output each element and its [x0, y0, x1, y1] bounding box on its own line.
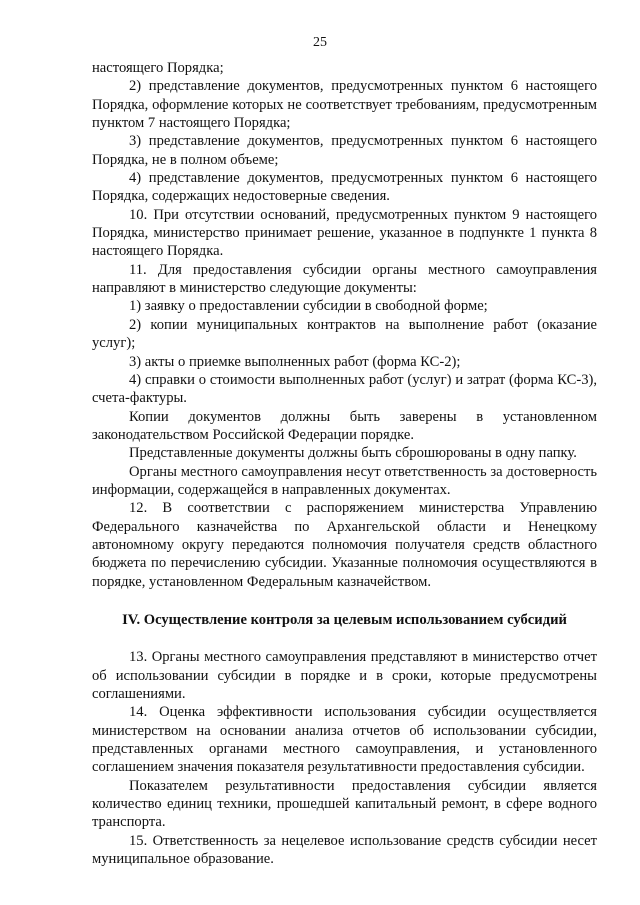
paragraphs-bottom [92, 648, 597, 868]
paragraph: Показателем результативности предоставления субсидии является количество единиц техники, прошедшей капитальный ремонт, в сфере водного транспорта. [92, 777, 597, 831]
paragraph: 12. В соответствии с распоряжением министерства Управлению Федерального казначейства по Архангельской области и Ненецкому автономному округу передаются полномочия получателя средств областного бюджета по перечислению субсидии. Указанные полномочия осуществляются в порядке, установленном Федеральным казначейством. [92, 500, 597, 590]
paragraph: 3) акты о приемке выполненных работ (форма КС-2); [129, 353, 461, 370]
paragraph: Представленные документы должны быть сброшюрованы в одну папку. [129, 445, 577, 462]
paragraph: 3) представление документов, предусмотренных пунктом 6 настоящего Порядка, не в полном объеме; [92, 133, 597, 168]
paragraph: 4) представление документов, предусмотренных пунктом 6 настоящего Порядка, содержащих недостоверные сведения. [92, 170, 597, 205]
document-body [92, 59, 597, 868]
paragraph: Органы местного самоуправления несут ответственность за достоверность информации, содержащейся в направленных документах. [92, 463, 597, 498]
paragraph: 15. Ответственность за нецелевое использование средств субсидии несет муниципальное образование. [92, 832, 597, 868]
paragraph: 11. Для предоставления субсидии органы местного самоуправления направляют в министерство следующие документы: [92, 261, 597, 297]
paragraph: 10. При отсутствии оснований, предусмотренных пунктом 9 настоящего Порядка, министерство принимает решение, указанное в подпункте 1 пункта 8 настоящего Порядка. [92, 206, 597, 260]
paragraph: 2) копии муниципальных контрактов на выполнение работ (оказание услуг); [92, 316, 597, 352]
paragraph: 1) заявку о предоставлении субсидии в свободной форме; [129, 298, 488, 315]
paragraph: 14. Оценка эффективности использования субсидии осуществляется министерством на основании анализа отчетов об использовании субсидии, представленных органами местного самоуправления, и установленного соглашением значения показателя результативности предоставления субсидии. [92, 704, 597, 776]
section-heading: IV. Осуществление контроля за целевым использованием субсидий [122, 611, 567, 628]
paragraph: 2) представление документов, предусмотренных пунктом 6 настоящего Порядка, оформление которых не соответствует требованиям, предусмотренным пунктом 7 настоящего Порядка; [92, 78, 597, 132]
paragraphs-top [92, 59, 597, 591]
page-number: 25 [313, 35, 327, 50]
paragraph: Копии документов должны быть заверены в установленном законодательством Российской Федерации порядке. [92, 408, 597, 443]
paragraph: 13. Органы местного самоуправления представляют в министерство отчет об использовании субсидии в порядке и в сроки, которые предусмотрены соглашениями. [92, 649, 597, 702]
paragraph: настоящего Порядка; [92, 60, 224, 76]
paragraph: 4) справки о стоимости выполненных работ (услуг) и затрат (форма КС-3), счета-фактуры. [92, 371, 597, 407]
